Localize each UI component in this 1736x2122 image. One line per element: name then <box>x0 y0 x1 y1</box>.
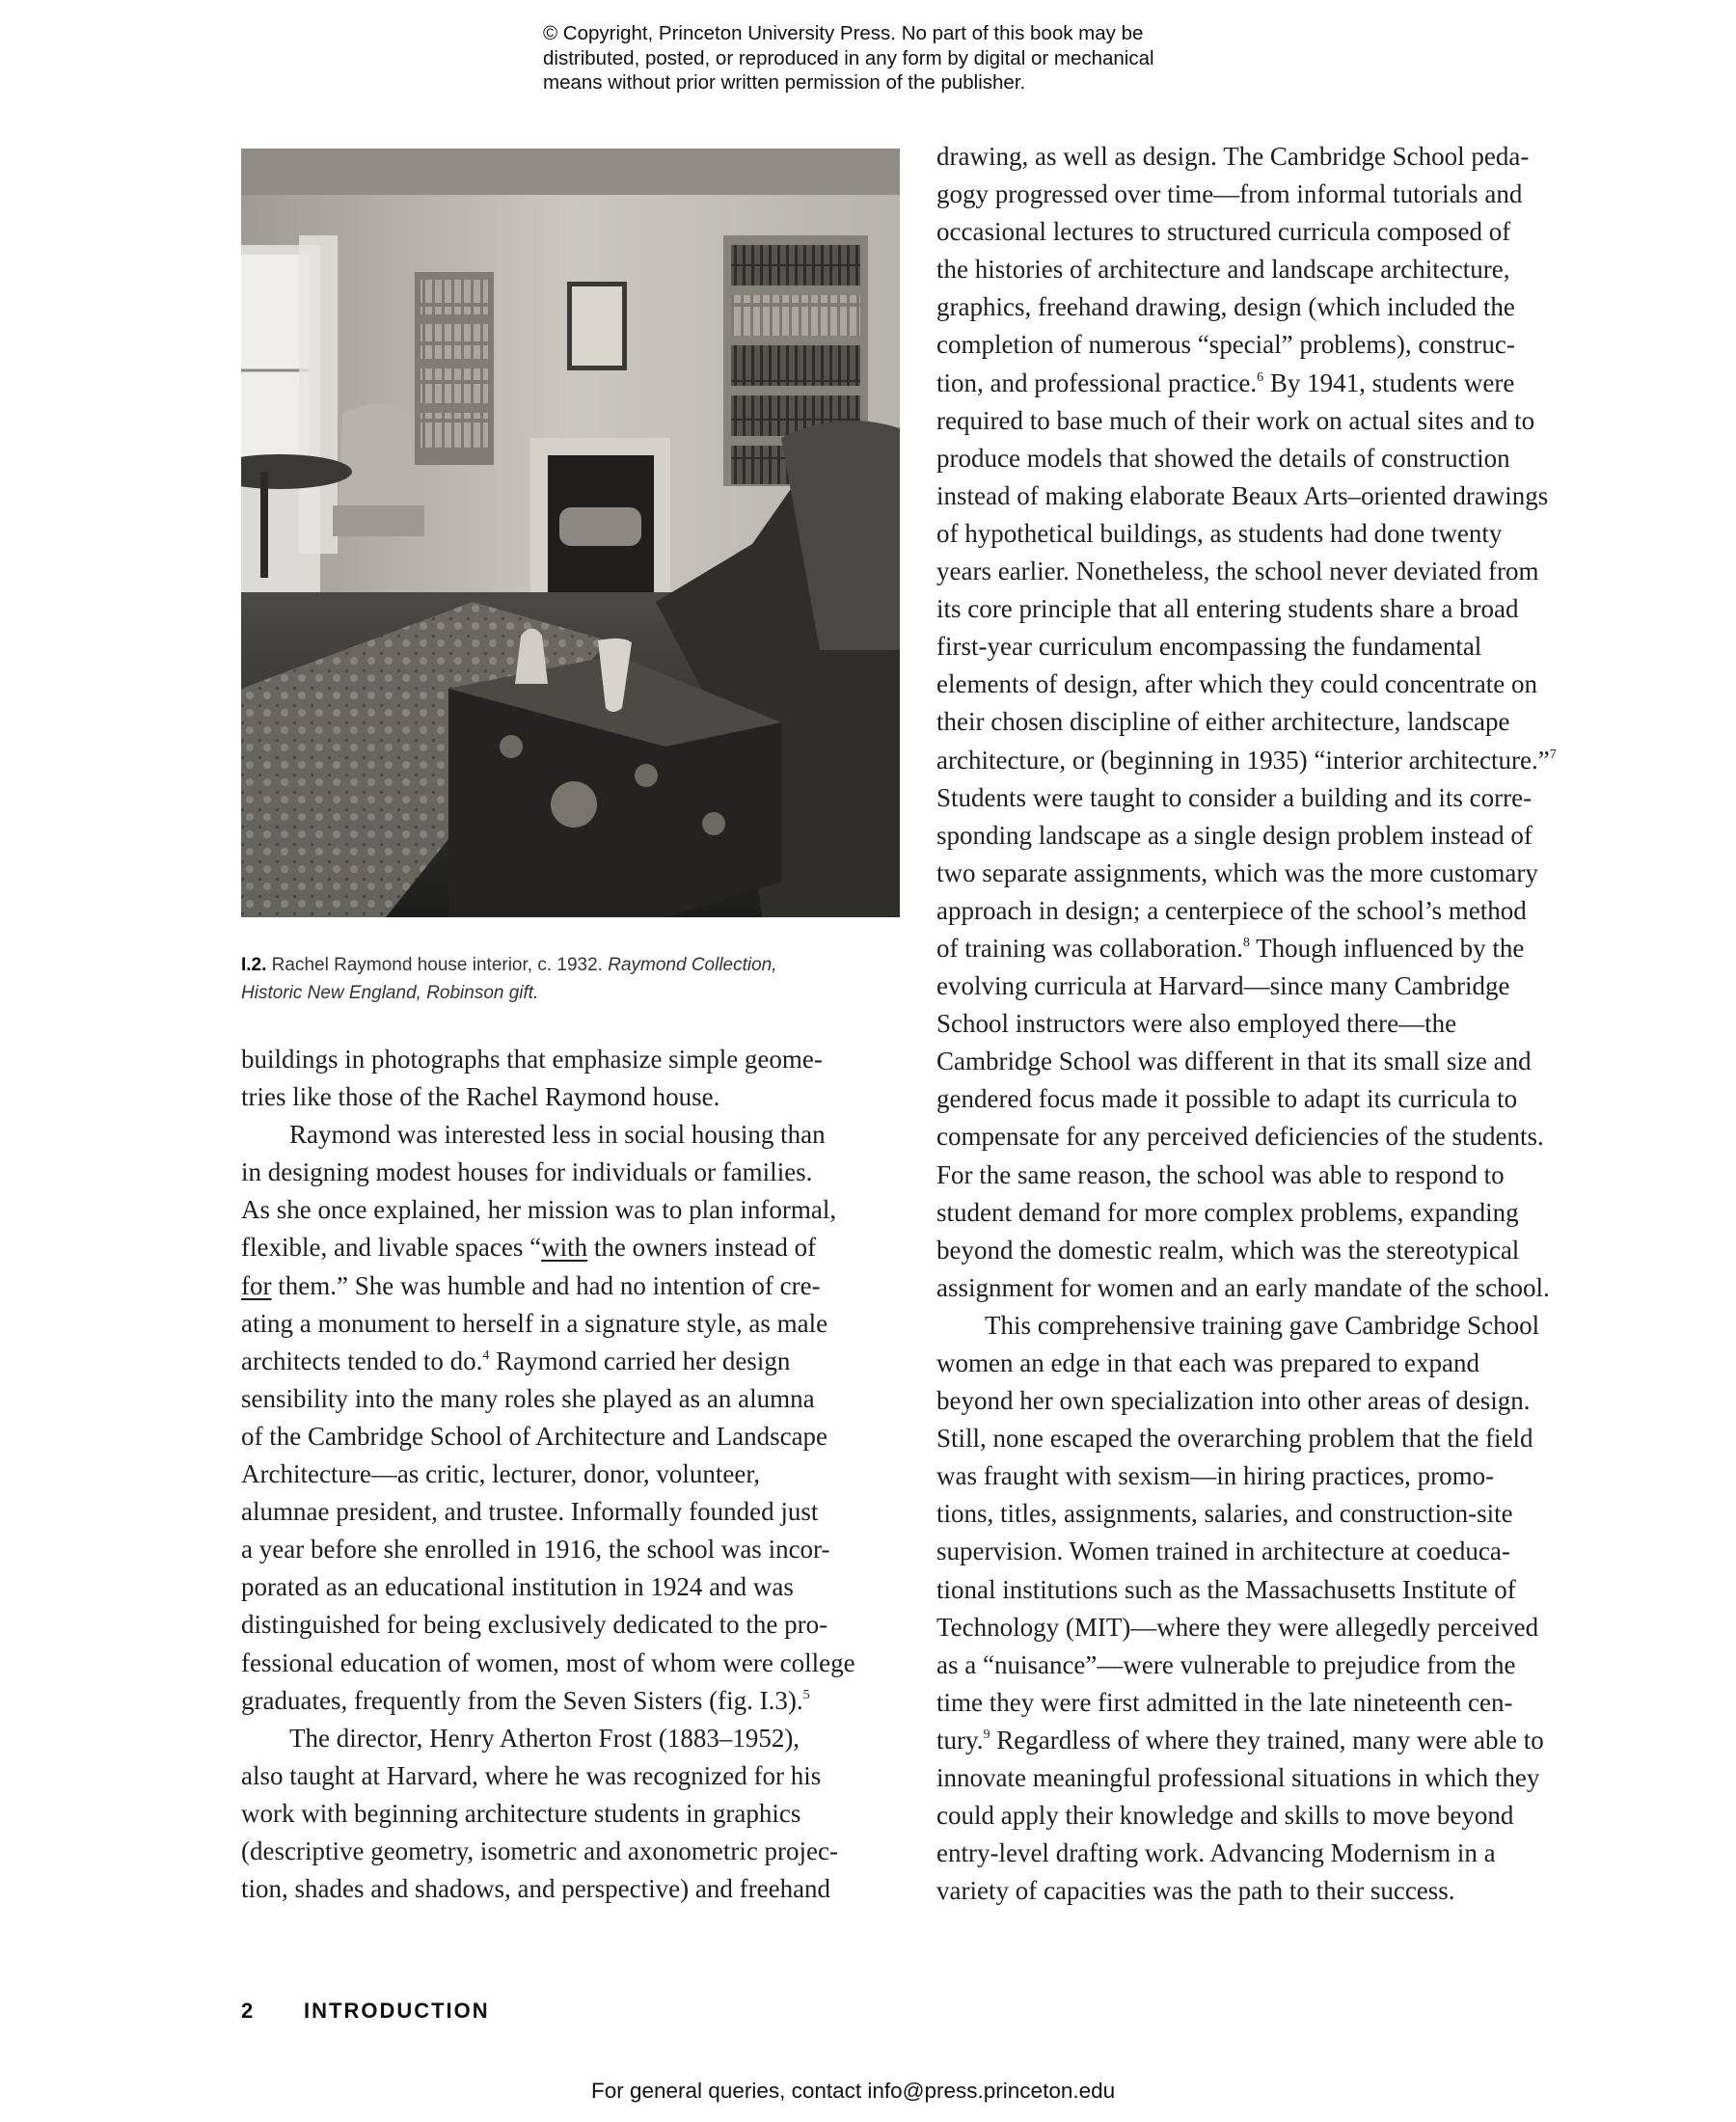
text-line: alumnae president, and trustee. Informally founded just <box>241 1497 819 1527</box>
text-span: Though influenced by the <box>1249 933 1525 963</box>
underlined-word: with <box>541 1233 588 1263</box>
text-line <box>241 1229 907 1266</box>
contact-line: For general queries, contact info@press.princeton.edu <box>591 2079 1116 2103</box>
text-line: beyond her own specialization into other areas of design. <box>936 1386 1531 1416</box>
text-line: women an edge in that each was prepared to expand <box>936 1348 1480 1377</box>
text-line: its core principle that all entering students share a broad <box>936 594 1519 624</box>
text-line: For the same reason, the school was able to respond to <box>936 1159 1505 1189</box>
text-span: them.” She was humble and had no intention of cre- <box>271 1270 821 1300</box>
text-line: evolving curricula at Harvard—since many Cambridge <box>936 971 1510 1001</box>
text-line: This comprehensive training gave Cambridge School <box>985 1310 1540 1340</box>
text-span: Raymond carried her design <box>489 1346 791 1375</box>
text-line: of the Cambridge School of Architecture and Landscape <box>241 1421 828 1451</box>
figure-photo-living-room <box>241 149 900 917</box>
text-line: graphics, freehand drawing, design (which included the <box>936 292 1515 322</box>
text-line: instead of making elaborate Beaux Arts–oriented drawings <box>936 480 1549 510</box>
footnote-ref: 8 <box>1242 935 1250 950</box>
text-line: variety of capacities was the path to their success. <box>936 1876 1455 1906</box>
page-number: 2 <box>241 1999 256 2023</box>
text-line: elements of design, after which they could concentrate on <box>936 669 1538 699</box>
underlined-word: for <box>241 1270 272 1300</box>
text-line: occasional lectures to structured curricula composed of <box>936 217 1511 247</box>
text-line <box>241 1343 907 1380</box>
text-span: Regardless of where they trained, many were able to <box>990 1725 1544 1755</box>
footnote-ref: 7 <box>1549 747 1557 762</box>
text-line <box>936 1722 1602 1759</box>
text-line: porated as an educational institution in 1924 and was <box>241 1572 794 1602</box>
text-line: their chosen discipline of either architecture, landscape <box>936 707 1510 737</box>
text-span: the owners instead of <box>587 1233 817 1263</box>
copyright-notice <box>543 21 1276 95</box>
text-line: innovate meaningful professional situations in which they <box>936 1763 1540 1793</box>
text-line: in designing modest houses for individuals or families. <box>241 1157 813 1187</box>
text-line: buildings in photographs that emphasize simple geome- <box>241 1045 823 1074</box>
text-line: compensate for any perceived deficiencies of the students. <box>936 1122 1544 1152</box>
text-line: of hypothetical buildings, as students had done twenty <box>936 518 1503 548</box>
text-line: could apply their knowledge and skills to move beyond <box>936 1801 1514 1831</box>
text-line: drawing, as well as design. The Cambridge School peda- <box>936 142 1530 171</box>
copyright-line: distributed, posted, or reproduced in any form by digital or mechanical <box>543 46 1154 69</box>
text-line: was fraught with sexism—in hiring practices, promo- <box>936 1461 1495 1491</box>
text-line <box>241 1682 907 1720</box>
text-line: two separate assignments, which was the more customary <box>936 857 1538 887</box>
text-line: completion of numerous “special” problems), construc- <box>936 330 1515 360</box>
text-line: produce models that showed the details of construction <box>936 443 1510 473</box>
text-line: tional institutions such as the Massachusetts Institute of <box>936 1574 1516 1604</box>
text-span: architecture, or (beginning in 1935) “interior architecture.” <box>936 745 1550 775</box>
text-line <box>936 930 1602 967</box>
text-span: flexible, and livable spaces “ <box>241 1233 542 1263</box>
text-line: the histories of architecture and landscape architecture, <box>936 255 1510 285</box>
text-line: fessional education of women, most of whom were college <box>241 1647 855 1677</box>
left-column <box>241 1041 907 1908</box>
text-line: student demand for more complex problems, expanding <box>936 1197 1519 1227</box>
text-span: By 1941, students were <box>1263 367 1515 397</box>
text-line: distinguished for being exclusively dedicated to the pro- <box>241 1610 828 1640</box>
copyright-line: © Copyright, Princeton University Press. No part of this book may be <box>543 22 1144 44</box>
text-line <box>241 1267 907 1305</box>
caption-text: Rachel Raymond house interior, c. 1932. <box>266 955 609 975</box>
figure-number: I.2. <box>241 955 267 975</box>
text-line: tries like those of the Rachel Raymond house. <box>241 1082 720 1112</box>
text-line: sponding landscape as a single design problem instead of <box>936 820 1533 850</box>
text-line: entry-level drafting work. Advancing Modernism in a <box>936 1838 1496 1868</box>
text-line: gendered focus made it possible to adapt its curricula to <box>936 1084 1518 1114</box>
text-span: of training was collaboration. <box>936 933 1243 963</box>
text-line: tion, shades and shadows, and perspective) and freehand <box>241 1874 831 1904</box>
text-line: as a “nuisance”—were vulnerable to prejudice from the <box>936 1649 1516 1679</box>
page-footer <box>241 1999 490 2024</box>
text-line: Architecture—as critic, lecturer, donor, volunteer, <box>241 1459 761 1489</box>
text-line: assignment for women and an early mandate of the school. <box>936 1272 1550 1302</box>
footnote-ref: 5 <box>802 1687 810 1702</box>
footnote-ref: 4 <box>482 1347 490 1363</box>
text-line: supervision. Women trained in architecture at coeduca- <box>936 1537 1510 1566</box>
footnote-ref: 9 <box>983 1727 990 1742</box>
caption-line <box>241 952 916 980</box>
text-span: tion, and professional practice. <box>936 367 1258 397</box>
text-line: Technology (MIT)—where they were allegedly perceived <box>936 1612 1539 1642</box>
text-line: years earlier. Nonetheless, the school never deviated from <box>936 557 1539 586</box>
text-line: tions, titles, assignments, salaries, and construction-site <box>936 1499 1513 1529</box>
right-column <box>936 138 1602 1910</box>
copyright-line: means without prior written permission of the publisher. <box>543 71 1026 94</box>
text-line: School instructors were also employed there—the <box>936 1009 1457 1039</box>
text-line: sensibility into the many roles she played as an alumna <box>241 1383 815 1413</box>
text-span: tury. <box>936 1725 984 1755</box>
photo-illustration <box>241 149 900 917</box>
text-line: Cambridge School was different in that its small size and <box>936 1047 1532 1076</box>
text-line: As she once explained, her mission was to plan informal, <box>241 1195 837 1225</box>
text-line <box>936 365 1602 402</box>
text-line: required to base much of their work on actual sites and to <box>936 405 1535 435</box>
text-line: beyond the domestic realm, which was the stereotypical <box>936 1235 1520 1265</box>
text-line: time they were first admitted in the late nineteenth cen- <box>936 1687 1513 1717</box>
text-line: Students were taught to consider a building and its corre- <box>936 782 1533 812</box>
text-line: ating a monument to herself in a signature style, as male <box>241 1308 828 1338</box>
text-line: (descriptive geometry, isometric and axonometric projec- <box>241 1836 839 1865</box>
text-line: a year before she enrolled in 1916, the school was incor- <box>241 1535 830 1564</box>
text-line: The director, Henry Atherton Frost (1883–1952), <box>289 1723 800 1753</box>
text-line: Raymond was interested less in social housing than <box>289 1120 826 1150</box>
text-span: architects tended to do. <box>241 1346 483 1375</box>
text-line: Still, none escaped the overarching problem that the field <box>936 1424 1533 1454</box>
running-head: INTRODUCTION <box>304 1999 490 2023</box>
figure-caption <box>241 952 916 1007</box>
text-line: gogy progressed over time—from informal tutorials and <box>936 179 1523 209</box>
text-span: graduates, frequently from the Seven Sisters (fig. I.3). <box>241 1685 803 1715</box>
caption-credit: Raymond Collection, <box>608 955 777 975</box>
text-line: also taught at Harvard, where he was recognized for his <box>241 1760 822 1790</box>
text-line: work with beginning architecture students in graphics <box>241 1798 801 1828</box>
text-line: first-year curriculum encompassing the fundamental <box>936 632 1482 662</box>
footnote-ref: 6 <box>1257 369 1264 385</box>
text-line <box>936 742 1602 779</box>
text-line: approach in design; a centerpiece of the school’s method <box>936 895 1527 925</box>
caption-credit-line: Historic New England, Robinson gift. <box>241 982 539 1003</box>
